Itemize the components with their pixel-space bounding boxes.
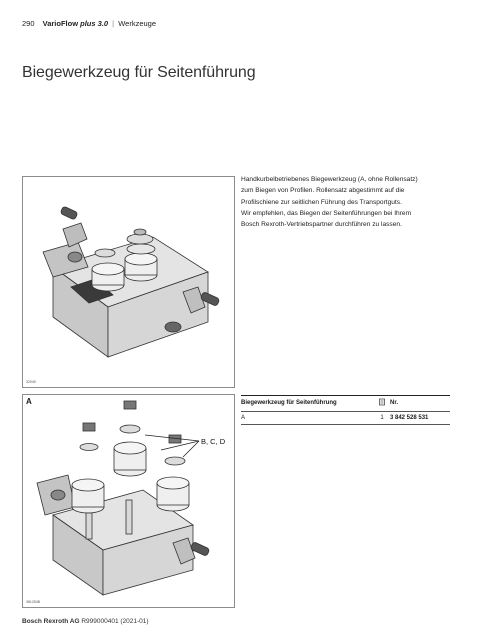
cell-nr: 3 842 528 531 bbox=[390, 412, 450, 425]
footer-company: Bosch Rexroth AG bbox=[22, 618, 80, 625]
cell-qty: 1 bbox=[374, 412, 390, 425]
header-separator: | bbox=[112, 19, 115, 28]
figure-code: 32049 bbox=[26, 380, 36, 384]
parts-callout: B, C, D bbox=[201, 437, 226, 446]
page-title: Biegewerkzeug für Seitenführung bbox=[22, 64, 256, 81]
bending-tool-illustration bbox=[23, 177, 234, 387]
cell-name: A bbox=[241, 412, 374, 425]
product-suffix: plus 3.0 bbox=[80, 19, 109, 28]
page-header bbox=[22, 19, 156, 28]
order-table bbox=[241, 395, 450, 425]
col-header-nr: Nr. bbox=[390, 396, 450, 412]
quantity-icon bbox=[378, 398, 386, 406]
table-row bbox=[241, 412, 450, 425]
description bbox=[241, 174, 461, 230]
figure-exploded-view bbox=[22, 394, 235, 608]
figure-assembled-tool bbox=[22, 176, 235, 388]
col-header-name: Biegewerkzeug für Seitenführung bbox=[241, 396, 374, 412]
section-name: Werkzeuge bbox=[118, 19, 157, 28]
description-line: Bosch Rexroth-Vertriebspartner durchführen zu lassen. bbox=[241, 221, 402, 229]
page-footer bbox=[22, 618, 149, 625]
table-header-row bbox=[241, 396, 450, 412]
exploded-view-illustration bbox=[23, 395, 234, 607]
col-header-qty bbox=[374, 396, 390, 412]
product-name: VarioFlow bbox=[42, 19, 79, 28]
figure-label: A bbox=[26, 397, 32, 406]
figure-code: 381254B bbox=[26, 600, 41, 604]
description-line: Handkurbelbetriebenes Biegewerkzeug (A, ohne Rollensatz) bbox=[241, 176, 418, 183]
page-number: 290 bbox=[22, 19, 35, 28]
description-line: Profilschiene zur seitlichen Führung des Transportguts. bbox=[241, 198, 402, 206]
footer-doc-id: R999000401 (2021-01) bbox=[81, 618, 149, 625]
description-line: Wir empfehlen, das Biegen der Seitenführungen bei Ihrem bbox=[241, 209, 412, 217]
description-line: zum Biegen von Profilen. Rollensatz abgestimmt auf die bbox=[241, 187, 405, 195]
